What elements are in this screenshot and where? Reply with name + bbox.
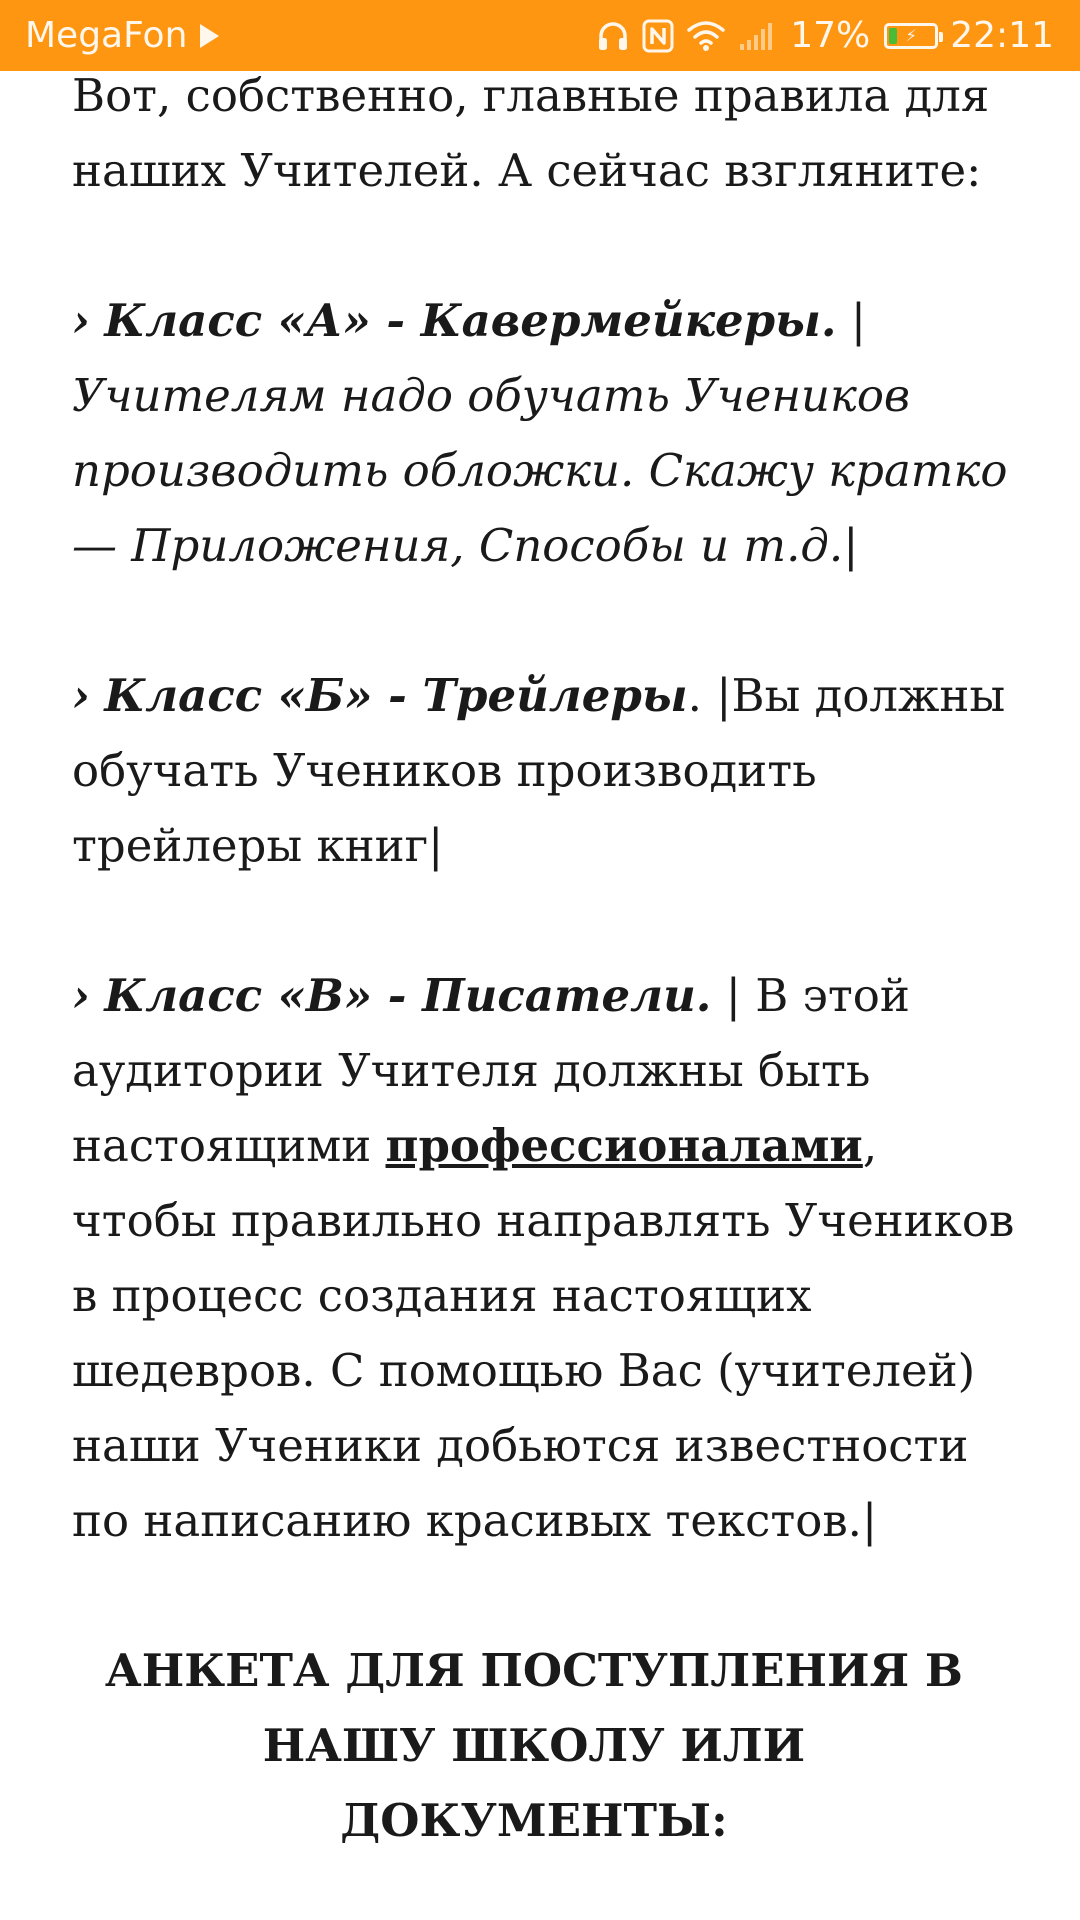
article-body — [72, 58, 1032, 1920]
class-b-marker: › — [72, 669, 90, 722]
charging-bolt-icon: ⚡ — [905, 25, 917, 45]
class-b-paragraph — [72, 658, 1032, 883]
class-c-paragraph — [72, 958, 1032, 1558]
status-bar-left — [25, 15, 221, 56]
class-c-marker: › — [72, 969, 90, 1022]
class-b-title: Класс «Б» - Трейлеры — [104, 669, 688, 722]
nfc-icon — [642, 19, 674, 53]
battery-icon — [884, 23, 938, 49]
carrier-name: MegaFon — [25, 15, 188, 56]
intro-text: Вот, собственно, главные правила для наших Учителей. А сейчас взгляните: — [72, 69, 990, 197]
class-a-marker: › — [72, 294, 90, 347]
class-c-separator: | — [711, 969, 756, 1022]
signal-icon — [738, 20, 778, 52]
battery-percent: 17% — [790, 15, 871, 56]
class-c-emphasis: профессионалами — [385, 1119, 863, 1172]
class-a-paragraph — [72, 283, 1032, 583]
clock-time: 22:11 — [950, 15, 1054, 56]
play-icon — [197, 22, 221, 50]
form-heading — [72, 1633, 1032, 1858]
class-b-title-end: . — [687, 669, 702, 722]
class-c-title: Класс «В» - Писатели. — [104, 969, 712, 1022]
class-a-title: Класс «А» - Кавермейкеры. — [104, 294, 837, 347]
class-b-description: Вы должны обучать Учеников производить трейлеры книг — [72, 669, 1006, 872]
intro-paragraph — [72, 58, 1032, 208]
class-c-description-before: В этой аудитории Учителя должны быть настоящими — [72, 969, 910, 1172]
class-b-separator: | — [701, 669, 732, 722]
wifi-icon — [686, 20, 726, 52]
headphones-icon — [596, 19, 630, 53]
form-heading-text: АНКЕТА ДЛЯ ПОСТУПЛЕНИЯ В НАШУ ШКОЛУ ИЛИ ДОКУМЕНТЫ: — [105, 1644, 963, 1847]
class-a-separator: | — [836, 294, 867, 347]
class-a-end: | — [843, 519, 859, 572]
class-c-end: | — [861, 1494, 878, 1547]
battery-level-fill — [889, 28, 896, 44]
status-bar-right — [596, 15, 1054, 56]
class-a-description: Учителям надо обучать Учеников производить обложки. Скажу кратко — Приложения, Способы и т.д. — [72, 369, 1008, 572]
class-b-end: | — [428, 819, 444, 872]
class-c-description-after: , чтобы правильно направлять Учеников в процесс создания настоящих шедевров. С помощью Вас (учителей) наши Ученики добьются известности по написанию красивых текстов. — [72, 1119, 1015, 1547]
